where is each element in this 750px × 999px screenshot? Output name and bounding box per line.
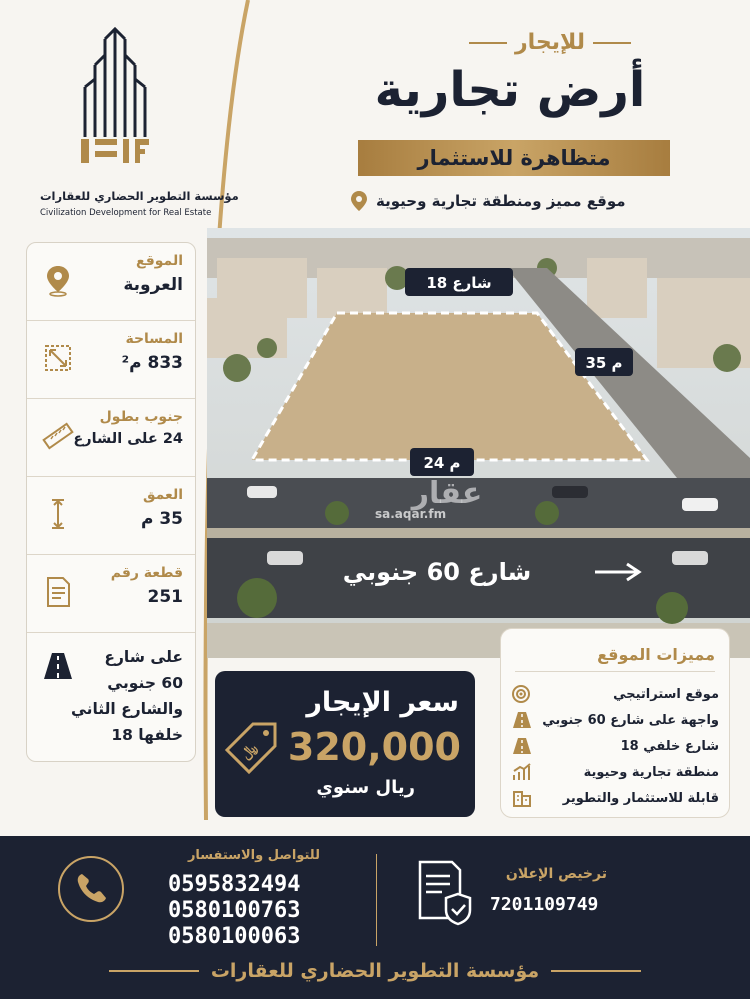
footer-brand: مؤسسة التطوير الحضاري للعقارات — [100, 960, 650, 982]
phone-number[interactable]: 0580100063 — [168, 924, 301, 949]
feature-item: قابلة للاستثمار والتطوير — [511, 785, 719, 811]
rent-price-box — [215, 671, 475, 817]
road-icon — [41, 649, 75, 683]
card-frontage — [27, 399, 195, 477]
phone-list — [168, 872, 328, 950]
road-icon — [511, 710, 533, 730]
card-frontage-value: 24 على الشارع — [73, 431, 183, 447]
dimension-side-label — [575, 348, 633, 376]
card-depth-value: 35 م — [140, 509, 183, 529]
card-plot-label: قطعة رقم — [110, 565, 183, 581]
depth-icon — [41, 497, 75, 531]
building-icon — [511, 788, 533, 808]
feature-item: موقع استراتيجي — [511, 681, 719, 707]
ruler-icon — [41, 419, 75, 453]
card-plot-value: 251 — [147, 587, 183, 607]
card-streets-line-2: 60 جنوبي — [107, 674, 183, 692]
card-location-value: العروبة — [123, 275, 183, 295]
growth-chart-icon — [511, 762, 533, 782]
brand-name-arabic: مؤسسة التطوير الحضاري للعقارات — [40, 189, 239, 203]
svg-text:شارع 18: شارع 18 — [426, 274, 492, 292]
card-area-value: 833 م² — [121, 353, 183, 373]
feature-item: شارع خلفي 18 — [511, 733, 719, 759]
contact-label: للتواصل والاستفسار — [187, 848, 320, 863]
feature-item: منطقة تجارية وحيوية — [511, 759, 719, 785]
card-streets — [27, 633, 195, 761]
footer — [0, 836, 750, 999]
card-location — [27, 243, 195, 321]
card-plot-number — [27, 555, 195, 633]
feature-item: واجهة على شارع 60 جنوبي — [511, 707, 719, 733]
features-title: مميزات الموقع — [597, 645, 715, 664]
license-label: ترخيص الإعلان — [505, 866, 607, 882]
property-details — [26, 242, 196, 762]
license-number: 7201109749 — [490, 894, 599, 915]
card-depth-label: العمق — [143, 487, 183, 503]
card-streets-line-3: والشارع الثاني — [70, 700, 183, 718]
brand-name-english: Civilization Development for Real Estate — [40, 208, 212, 218]
location-features — [500, 628, 730, 818]
location-line — [350, 190, 675, 212]
street-main-label: شارع 60 جنوبي — [342, 558, 532, 586]
price-label: سعر الإيجار — [306, 687, 459, 718]
price-tag-icon — [223, 719, 281, 777]
card-streets-line-1: على شارع — [104, 648, 183, 666]
area-icon — [41, 341, 75, 375]
svg-text:24 م: 24 م — [423, 454, 461, 472]
page-title: أرض تجارية — [374, 62, 646, 118]
svg-text:35 م: 35 م — [585, 354, 623, 372]
svg-text:﷼: ﷼ — [237, 739, 261, 763]
card-area-label: المساحة — [125, 331, 183, 347]
for-rent-tag: للإيجار — [420, 30, 680, 55]
price-unit: ريال سنوي — [316, 777, 415, 798]
card-area — [27, 321, 195, 399]
watermark-url: sa.aqar.fm — [375, 507, 447, 521]
card-frontage-label: جنوب بطول — [99, 409, 183, 425]
brand-logo — [40, 25, 239, 218]
phone-number[interactable]: 0580100763 — [168, 898, 301, 923]
dimension-front-label — [410, 448, 474, 476]
license-document-icon — [414, 858, 474, 928]
street-top-label — [405, 268, 513, 296]
card-depth — [27, 477, 195, 555]
location-line-text: موقع مميز ومنطقة تجارية وحيوية — [376, 192, 626, 210]
target-icon — [511, 684, 533, 704]
price-amount: 320,000 — [287, 725, 461, 769]
building-logo-icon — [77, 25, 153, 167]
card-streets-line-4: خلفها 18 — [111, 726, 183, 744]
watermark-arabic: عقار — [411, 476, 483, 511]
phone-icon-circle[interactable] — [58, 856, 124, 922]
phone-number[interactable]: 0595832494 — [168, 872, 301, 897]
aerial-photo — [207, 228, 750, 658]
document-icon — [41, 575, 75, 609]
location-pin-icon — [41, 263, 75, 297]
card-location-label: الموقع — [136, 253, 183, 269]
location-pin-icon — [350, 190, 368, 212]
road-icon — [511, 736, 533, 756]
title-banner: متظاهرة للاستثمار — [358, 140, 670, 176]
phone-icon — [60, 858, 122, 920]
